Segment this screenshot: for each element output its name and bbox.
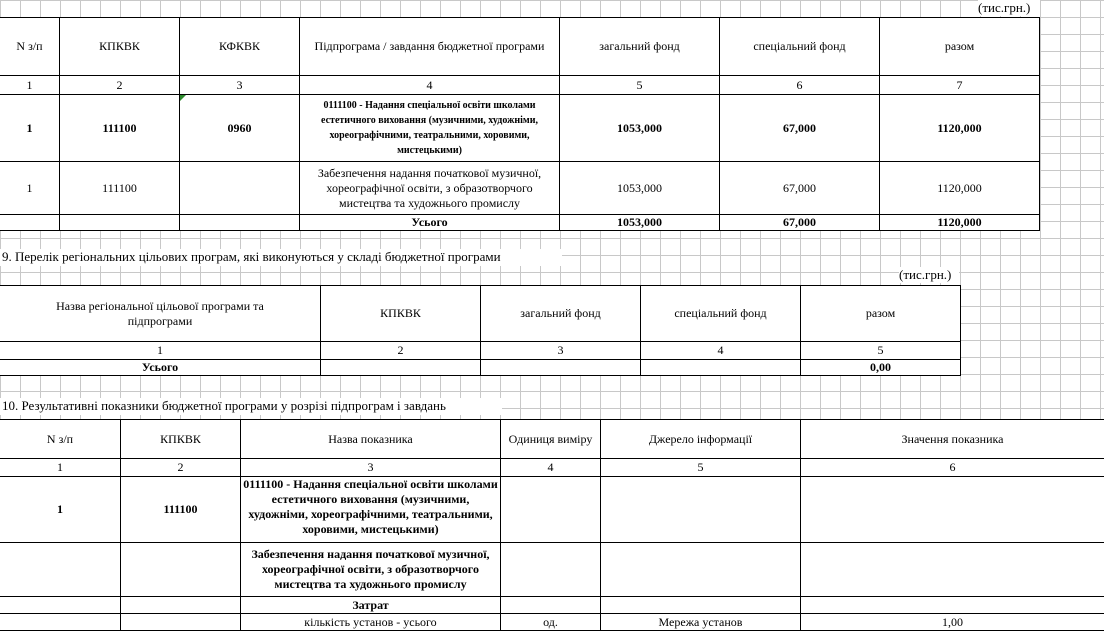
table-cell xyxy=(501,597,601,614)
header-cell: разом xyxy=(801,286,961,342)
table-cell: 111100 xyxy=(60,95,180,162)
header-cell: Назва показника xyxy=(241,420,501,459)
table-header-row xyxy=(0,286,961,342)
table-cell xyxy=(180,215,300,231)
table-cell: 1,00 xyxy=(801,614,1104,631)
table-cell xyxy=(601,597,801,614)
total-label: Усього xyxy=(300,215,560,231)
table-row xyxy=(0,543,1104,597)
table-cell: 67,000 xyxy=(720,162,880,215)
header-cell: КПКВК xyxy=(121,420,241,459)
header-cell: Назва регіональної цільової програми та підпрограми xyxy=(0,286,321,342)
table-cell: 1 xyxy=(0,95,60,162)
total-row xyxy=(0,360,961,376)
col-number-cell: 1 xyxy=(0,342,321,360)
performance-indicators-table xyxy=(0,419,1104,631)
header-cell: КФКВК xyxy=(180,18,300,76)
table-cell xyxy=(601,477,801,543)
header-cell: Джерело інформації xyxy=(601,420,801,459)
table-cell xyxy=(801,543,1104,597)
header-cell: спеціальний фонд xyxy=(641,286,801,342)
table-cell: 1053,000 xyxy=(560,95,720,162)
col-number-cell: 3 xyxy=(481,342,641,360)
col-number-cell: 6 xyxy=(720,76,880,95)
col-number-cell: 1 xyxy=(0,459,121,477)
table-cell xyxy=(501,477,601,543)
table-cell: 0111100 - Надання спеціальної освіти школами естетичного виховання (музичними, художніми, хореографічними, театральними, хоровими, мистецькими) xyxy=(241,477,501,543)
indicator-group-label: Затрат xyxy=(241,597,501,614)
table-cell: 1053,000 xyxy=(560,162,720,215)
table-cell xyxy=(60,215,180,231)
col-number-cell: 2 xyxy=(121,459,241,477)
table-cell xyxy=(321,360,481,376)
total-label: Усього xyxy=(0,360,321,376)
header-cell: разом xyxy=(880,18,1040,76)
col-number-cell: 4 xyxy=(300,76,560,95)
table-cell: Забезпечення надання початкової музичної, хореографічної освіти, з образотворчого мистецтва та художнього промислу xyxy=(241,543,501,597)
section-10-title: 10. Результативні показники бюджетної програми у розрізі підпрограм і завдань xyxy=(0,398,502,415)
table-cell: 1 xyxy=(0,477,121,543)
table-cell: 111100 xyxy=(60,162,180,215)
header-cell: N з/п xyxy=(0,420,121,459)
table-cell: 1120,000 xyxy=(880,95,1040,162)
table-row xyxy=(0,477,1104,543)
header-cell: Одиниця виміру xyxy=(501,420,601,459)
total-row xyxy=(0,215,1040,231)
table-row xyxy=(0,597,1104,614)
table-cell xyxy=(0,597,121,614)
table-cell: 0960 xyxy=(180,95,300,162)
table-row xyxy=(0,95,1040,162)
col-number-cell: 3 xyxy=(241,459,501,477)
section-9-title: 9. Перелік регіональних цільових програм, які виконуються у складі бюджетної програми xyxy=(0,249,562,266)
header-cell: КПКВК xyxy=(321,286,481,342)
header-cell: загальний фонд xyxy=(560,18,720,76)
table-cell: 111100 xyxy=(121,477,241,543)
table-cell xyxy=(180,162,300,215)
header-cell: Підпрограма / завдання бюджетної програми xyxy=(300,18,560,76)
table-header-row xyxy=(0,18,1040,76)
column-number-row xyxy=(0,76,1040,95)
table-cell xyxy=(641,360,801,376)
table-cell xyxy=(481,360,641,376)
table-cell: кількість установ - усього xyxy=(241,614,501,631)
table-cell: 1120,000 xyxy=(880,215,1040,231)
table-cell: Мережа установ xyxy=(601,614,801,631)
table-cell: Забезпечення надання початкової музичної, хореографічної освіти, з образотворчого мистецтва та художнього промислу xyxy=(300,162,560,215)
comment-marker-icon xyxy=(180,95,186,101)
header-cell: Значення показника xyxy=(801,420,1104,459)
table-cell xyxy=(501,543,601,597)
table-cell: 1120,000 xyxy=(880,162,1040,215)
col-number-cell: 2 xyxy=(60,76,180,95)
regional-programs-table xyxy=(0,285,961,376)
table-cell: 67,000 xyxy=(720,215,880,231)
unit-note: (тис.грн.) xyxy=(899,267,959,283)
col-number-cell: 5 xyxy=(801,342,961,360)
col-number-cell: 2 xyxy=(321,342,481,360)
col-number-cell: 7 xyxy=(880,76,1040,95)
table-header-row xyxy=(0,420,1104,459)
table-cell xyxy=(0,215,60,231)
col-number-cell: 3 xyxy=(180,76,300,95)
table-cell xyxy=(121,597,241,614)
col-number-cell: 5 xyxy=(601,459,801,477)
col-number-cell: 5 xyxy=(560,76,720,95)
table-cell xyxy=(601,543,801,597)
col-number-cell: 4 xyxy=(641,342,801,360)
table-cell: од. xyxy=(501,614,601,631)
table-cell: 1053,000 xyxy=(560,215,720,231)
budget-subprogram-table xyxy=(0,17,1040,231)
table-cell xyxy=(801,477,1104,543)
table-cell: 0111100 - Надання спеціальної освіти школами естетичного виховання (музичними, художніми, хореографічними, театральними, хоровими, мистецькими) xyxy=(300,95,560,162)
table-cell: 1 xyxy=(0,162,60,215)
col-number-cell: 4 xyxy=(501,459,601,477)
column-number-row xyxy=(0,342,961,360)
table-cell: 0,00 xyxy=(801,360,961,376)
table-row xyxy=(0,162,1040,215)
table-cell xyxy=(0,543,121,597)
table-cell xyxy=(801,597,1104,614)
column-number-row xyxy=(0,459,1104,477)
col-number-cell: 6 xyxy=(801,459,1104,477)
unit-note: (тис.грн.) xyxy=(978,0,1040,16)
col-number-cell: 1 xyxy=(0,76,60,95)
table-cell xyxy=(121,543,241,597)
header-cell: загальний фонд xyxy=(481,286,641,342)
table-cell: 67,000 xyxy=(720,95,880,162)
header-cell: КПКВК xyxy=(60,18,180,76)
header-cell: спеціальний фонд xyxy=(720,18,880,76)
header-cell: N з/п xyxy=(0,18,60,76)
